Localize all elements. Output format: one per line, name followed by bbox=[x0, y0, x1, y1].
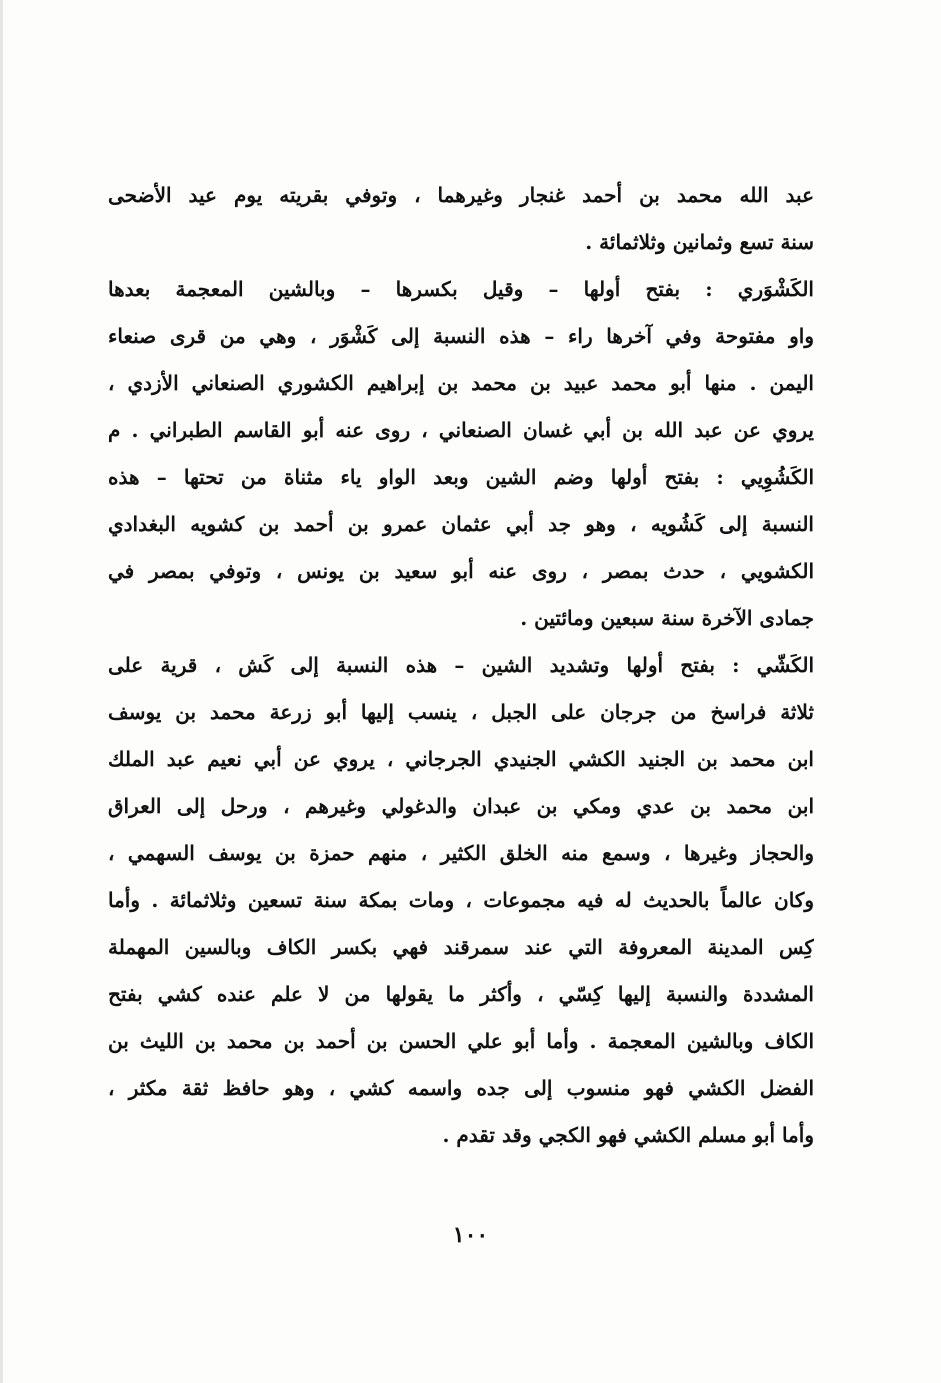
page-edge-shadow bbox=[0, 0, 3, 1383]
text-line: الكشويي ، حدث بمصر ، روى عنه أبو سعيد بن يونس ، وتوفي بمصر في bbox=[108, 559, 814, 583]
text-line: سنة تسع وثمانين وثلاثمائة . bbox=[585, 230, 814, 254]
body-text bbox=[108, 172, 814, 1159]
text-line: عبد الله محمد بن أحمد غنجار وغيرهما ، وتوفي بقريته يوم عيد الأضحى bbox=[108, 183, 814, 207]
text-line: يروي عن عبد الله بن أبي غسان الصنعاني ، روى عنه أبو القاسم الطبراني . م bbox=[108, 418, 814, 442]
text-line: الكاف وبالشين المعجمة . وأما أبو علي الحسن بن أحمد بن محمد بن الليث بن bbox=[108, 1029, 814, 1053]
text-line: ابن محمد بن عدي ومكي بن عبدان والدغولي وغيرهم ، ورحل إلى العراق bbox=[108, 794, 814, 818]
text-line: النسبة إلى كَشُويه ، وهو جد أبي عثمان عمرو بن أحمد بن كشويه البغدادي bbox=[108, 512, 814, 536]
text-line: الفضل الكشي فهو منسوب إلى جده واسمه كشي ، وهو حافظ ثقة مكثر ، bbox=[108, 1076, 814, 1100]
text-line: كِس المدينة المعروفة التي عند سمرقند فهي بكسر الكاف وبالسين المهملة bbox=[108, 935, 814, 959]
text-line: واو مفتوحة وفي آخرها راء – هذه النسبة إلى كَشْوَر ، وهي من قرى صنعاء bbox=[108, 324, 814, 348]
text-line: اليمن . منها أبو محمد عبيد بن محمد بن إبراهيم الكشوري الصنعاني الأزدي ، bbox=[108, 371, 814, 395]
text-line: وكان عالماً بالحديث له فيه مجموعات ، ومات بمكة سنة تسعين وثلاثمائة . وأما bbox=[108, 888, 814, 912]
text-line: ابن محمد بن الجنيد الكشي الجنيدي الجرجاني ، يروي عن أبي نعيم عبد الملك bbox=[108, 747, 814, 771]
text-line: المشددة والنسبة إليها كِسّي ، وأكثر ما يقولها من لا علم عنده كشي بفتح bbox=[108, 982, 814, 1006]
entry-kashwari-line: الكَشْوَري : بفتح أولها – وقيل بكسرها – وبالشين المعجمة بعدها bbox=[108, 277, 814, 301]
text-line: جمادى الآخرة سنة سبعين ومائتين . bbox=[520, 606, 814, 630]
entry-kashshi-line: الكَشّي : بفتح أولها وتشديد الشين – هذه النسبة إلى كَش ، قرية على bbox=[108, 653, 814, 677]
page-number: ١٠٠ bbox=[452, 1222, 489, 1248]
text-line: والحجاز وغيرها ، وسمع منه الخلق الكثير ، منهم حمزة بن يوسف السهمي ، bbox=[108, 841, 814, 865]
text-line: ثلاثة فراسخ من جرجان على الجبل ، ينسب إليها أبو زرعة محمد بن يوسف bbox=[108, 700, 814, 724]
entry-kashuwi-line: الكَشُوِيي : بفتح أولها وضم الشين وبعد الواو ياء مثناة من تحتها – هذه bbox=[108, 465, 814, 489]
text-line: وأما أبو مسلم الكشي فهو الكجي وقد تقدم . bbox=[442, 1123, 814, 1147]
